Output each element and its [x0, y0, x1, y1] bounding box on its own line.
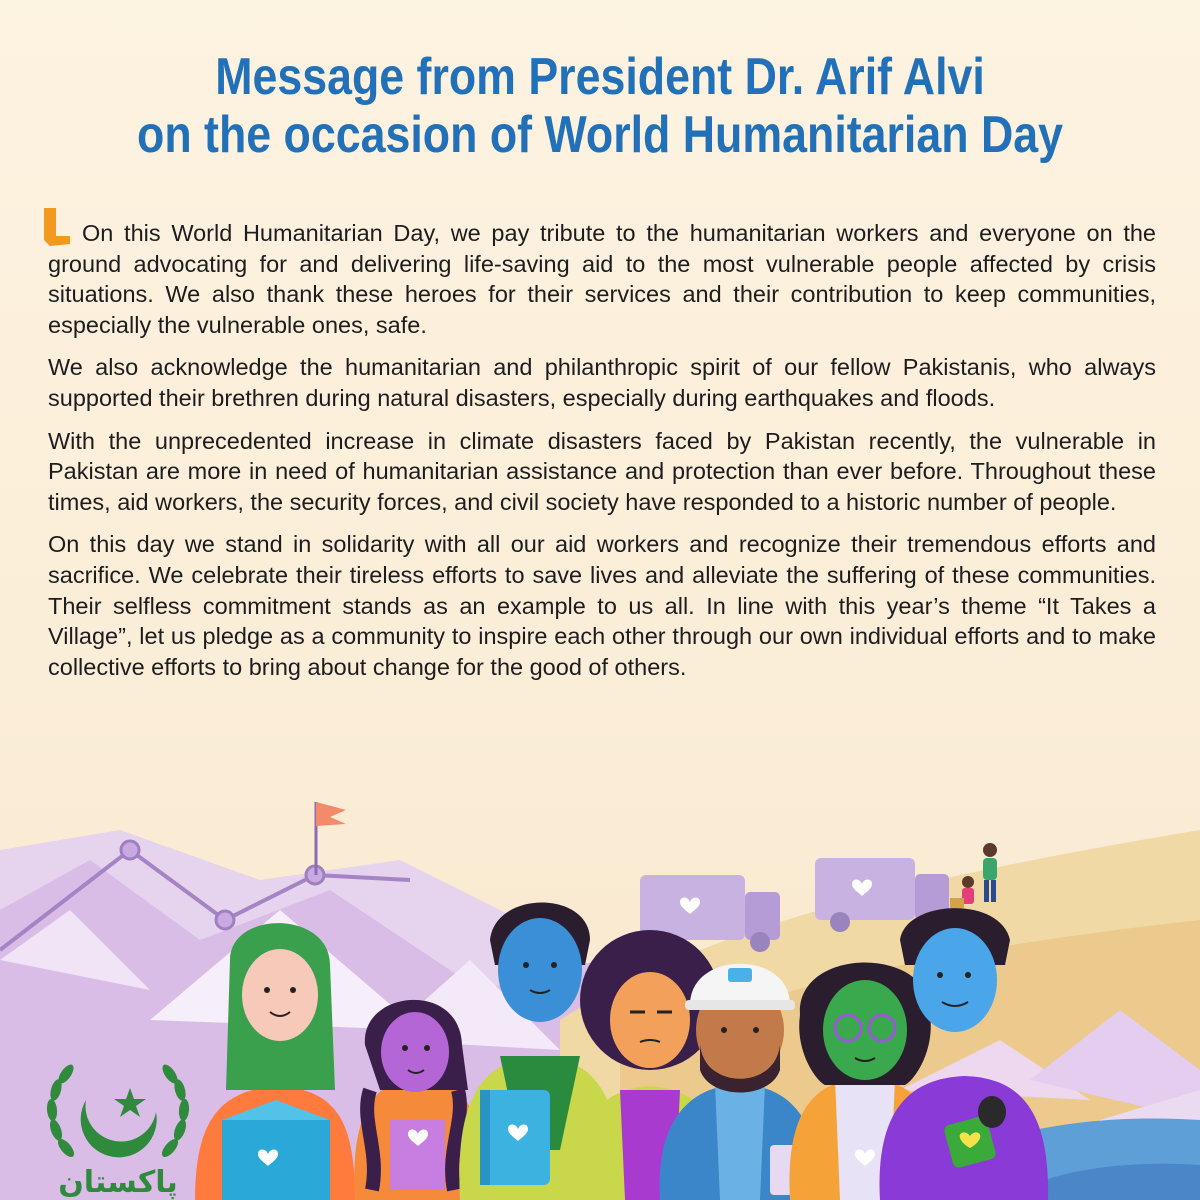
emblem-script-text: پاکستان: [58, 1165, 178, 1200]
message-paragraph-1: On this World Humanitarian Day, we pay tribute to the humanitarian workers and everyone on the ground advocating for and delivering life-saving aid to the most vulnerable people affected by crisis situations. We also thank these heroes for their services and their contribution to keep communities, especially the vulnerable ones, safe.: [48, 220, 1156, 338]
message-paragraph-3: With the unprecedented increase in climate disasters faced by Pakistan recently, the vulnerable in Pakistan are more in need of humanitarian assistance and protection than ever before. Throughout these times, aid workers, the security forces, and civil society have responded to a historic number of people.: [48, 427, 1156, 515]
message-paragraph-4: On this day we stand in solidarity with all our aid workers and recognize their tremendous efforts and sacrifice. We celebrate their tireless efforts to save lives and alleviate the suffering of these communities. Their selfless commitment stands as an example to us all. In line with this year’s theme “It Takes a Village”, let us pledge as a community to inspire each other through our own individual efforts and to make collective efforts to bring about change for the good of others.: [48, 531, 1156, 680]
title-line-2: on the occasion of World Humanitarian Day: [136, 106, 1064, 164]
page-title: [84, 48, 1116, 164]
flag-icon: [316, 802, 346, 875]
title-line-1: Message from President Dr. Arif Alvi: [215, 48, 985, 106]
message-paragraph-2: We also acknowledge the humanitarian and philanthropic spirit of our fellow Pakistanis, who always supported their brethren during natural disasters, especially during earthquakes and floods.: [48, 354, 1156, 411]
message-body: [48, 218, 1156, 694]
star-crescent-icon: [38, 1060, 198, 1200]
